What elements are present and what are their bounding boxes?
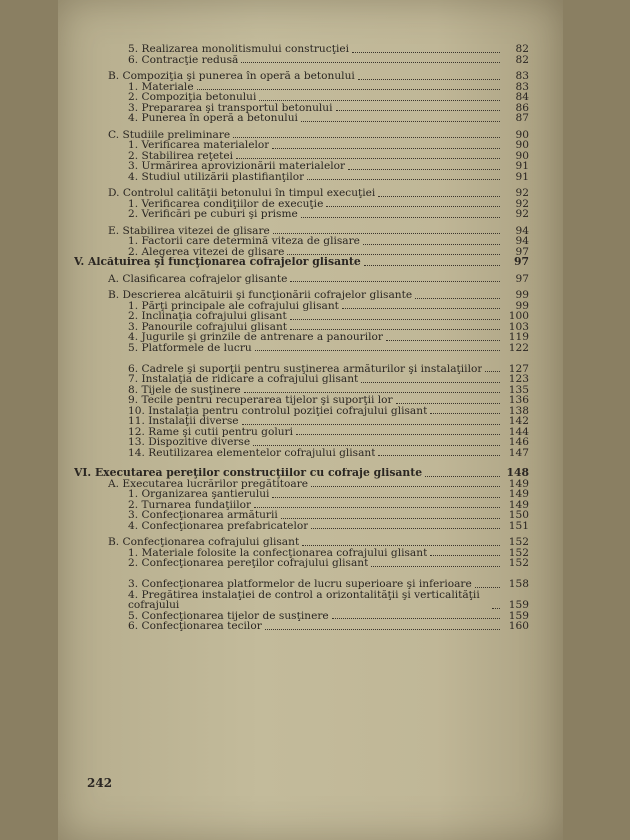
dot-leader: [273, 233, 500, 234]
toc-entry: [74, 521, 529, 532]
dot-leader: [281, 518, 500, 519]
toc-entry-page: 97: [515, 245, 529, 258]
toc-entry-title: 1. Materiale folosite la confecţionarea cofrajului glisant: [128, 547, 428, 558]
dot-leader: [290, 319, 500, 320]
dot-leader: [290, 329, 500, 330]
toc-entry: [74, 510, 529, 521]
dot-leader: [485, 371, 500, 372]
toc-entry: [74, 548, 529, 559]
toc-entry-title: 4. Studiul utilizării plastifianţilor: [128, 171, 305, 182]
toc-entry: [74, 385, 529, 396]
spacer: [74, 458, 529, 468]
toc-entry: [74, 590, 529, 611]
toc-entry-page: 136: [508, 394, 529, 406]
toc-entry-page: 90: [515, 139, 529, 151]
dot-leader: [361, 382, 500, 383]
toc-entry-page: 123: [508, 373, 529, 385]
toc-entry-title: 3. Panourile cofrajului glisant: [128, 321, 288, 332]
dot-leader: [348, 169, 500, 170]
toc-entry-title: A. Clasificarea cofrajelor glisante: [108, 273, 288, 284]
dot-leader: [236, 158, 500, 159]
toc-entry-page: 87: [515, 112, 529, 124]
toc-entry-page: 94: [515, 224, 529, 237]
toc-entry-page: 152: [508, 536, 529, 548]
toc-entry-title: 12. Rame şi cutii pentru goluri: [128, 426, 293, 437]
toc-entry-title: 1. Materiale: [128, 81, 194, 92]
toc-entry-page: 94: [515, 235, 529, 247]
toc-entry-title: 3. Prepararea şi transportul betonului: [128, 102, 333, 113]
toc-entry: [74, 558, 529, 569]
toc-entry-page: 83: [515, 70, 529, 82]
toc-entry: [74, 290, 529, 301]
toc-entry-title: 8. Tijele de susţinere: [128, 384, 241, 395]
page-number: 242: [87, 776, 113, 790]
dot-leader: [332, 618, 500, 619]
toc-entry-title: 1. Părţi principale ale cofrajului glisant: [128, 300, 339, 311]
toc-entry-page: 144: [508, 425, 529, 438]
toc-entry: [74, 416, 529, 427]
dot-leader: [475, 587, 500, 588]
toc-entry-title: 4. Pregătirea instalaţiei de control a orizontalităţii şi verticalităţii cofrajului: [128, 589, 480, 611]
toc-entry-title: V. Alcătuirea şi funcţionarea cofrajelor glisante: [74, 257, 361, 268]
toc-entry-title: 5. Confecţionarea tijelor de susţinere: [128, 610, 329, 621]
toc-entry-title: 2. Înclinaţia cofrajului glisant: [128, 311, 287, 322]
dot-leader: [253, 445, 500, 446]
dot-leader: [265, 629, 500, 630]
toc-entry: [74, 257, 529, 268]
toc-entry-page: 99: [515, 289, 529, 301]
dot-leader: [301, 217, 500, 218]
toc-entry-page: 82: [515, 53, 529, 66]
dot-leader: [296, 434, 500, 435]
dot-leader: [342, 308, 500, 309]
toc-entry-title: C. Studiile preliminare: [108, 129, 231, 140]
toc-entry: [74, 199, 529, 210]
toc-entry-page: 103: [508, 320, 529, 333]
dot-leader: [259, 100, 500, 101]
toc-entry: [74, 479, 529, 490]
dot-leader: [197, 89, 500, 90]
toc-entry-title: 11. Instalaţii diverse: [128, 416, 239, 427]
toc-entry-title: E. Stabilirea vitezei de glisare: [108, 225, 270, 236]
dot-leader: [430, 413, 500, 414]
toc-entry-page: 152: [508, 557, 529, 569]
toc-entry: [74, 468, 529, 479]
toc-entry-page: 86: [515, 101, 529, 114]
dot-leader: [386, 340, 500, 341]
toc-entry: [74, 427, 529, 438]
toc-entry-page: 82: [515, 43, 529, 55]
dot-leader: [415, 298, 500, 299]
toc-entry: [74, 274, 529, 285]
dot-leader: [287, 254, 500, 255]
toc-entry-title: 2. Verificări pe cuburi şi prisme: [128, 209, 298, 220]
toc-entry: [74, 301, 529, 312]
toc-entry-title: 1. Organizarea şantierului: [128, 489, 270, 500]
dot-leader: [233, 137, 500, 138]
toc-entry-title: 3. Confecţionarea armăturii: [128, 510, 278, 521]
toc-entry-title: 4. Jugurile şi grinzile de antrenare a panourilor: [128, 332, 383, 343]
toc-entry-title: 5. Platformele de lucru: [128, 342, 252, 353]
toc-entry-title: 10. Instalaţia pentru controlul poziţiei cofrajului glisant: [128, 405, 428, 416]
toc-entry: [74, 395, 529, 406]
dot-leader: [301, 121, 500, 122]
dot-leader: [326, 206, 500, 207]
toc-entry-title: 2. Alegerea vitezei de glisare: [128, 246, 285, 257]
toc-entry: [74, 71, 529, 82]
toc-entry-title: 14. Reutilizarea elementelor cofrajului glisant: [128, 447, 376, 458]
toc-entry-page: 100: [508, 310, 529, 322]
toc-entry-page: 83: [515, 80, 529, 93]
toc-entry: [74, 236, 529, 247]
toc-entry-title: 1. Factorii care determină viteza de glisare: [128, 236, 360, 247]
dot-leader: [492, 608, 500, 609]
toc-entry-title: 13. Dispozitive diverse: [128, 437, 251, 448]
dot-leader: [241, 62, 500, 63]
toc-entry-page: 149: [508, 498, 529, 511]
toc-entry: [74, 332, 529, 343]
dot-leader: [290, 281, 500, 282]
toc-entry: [74, 247, 529, 258]
toc-entry-page: 97: [515, 272, 529, 285]
dot-leader: [311, 528, 500, 529]
dot-leader: [358, 79, 500, 80]
dot-leader: [311, 486, 500, 487]
toc-entry-page: 135: [508, 383, 529, 396]
toc-entry: [74, 437, 529, 448]
toc-entry: [74, 311, 529, 322]
dot-leader: [242, 424, 500, 425]
dot-leader: [352, 52, 500, 53]
dot-leader: [396, 403, 500, 404]
toc-entry-page: 159: [508, 599, 529, 611]
dot-leader: [364, 265, 500, 266]
toc-entry: [74, 611, 529, 622]
dot-leader: [302, 545, 500, 546]
toc-entry: [74, 140, 529, 151]
toc-entry: [74, 151, 529, 162]
toc-entry-title: 2. Turnarea fundaţiilor: [128, 499, 252, 510]
toc-entry: [74, 343, 529, 354]
toc-entry: [74, 113, 529, 124]
toc-entry: [74, 209, 529, 220]
dot-leader: [254, 507, 500, 508]
toc-entry-title: D. Controlul calităţii betonului în timpul execuţiei: [108, 188, 376, 199]
toc-entry-page: 91: [515, 170, 529, 183]
toc-entry-title: A. Executarea lucrărilor pregătitoare: [108, 478, 309, 489]
toc-entry: [74, 44, 529, 55]
dot-leader: [378, 455, 500, 456]
toc-entry-title: 7. Instalaţia de ridicare a cofrajului glisant: [128, 374, 359, 385]
toc-entry: [74, 172, 529, 183]
toc-entry-page: 92: [515, 208, 529, 220]
toc-entry-title: 4. Confecţionarea prefabricatelor: [128, 520, 309, 531]
toc-entry: [74, 322, 529, 333]
toc-entry-page: 92: [515, 187, 529, 199]
dot-leader: [255, 350, 500, 351]
toc-entry-page: 152: [508, 546, 529, 559]
toc-entry: [74, 569, 529, 590]
table-of-contents: [74, 44, 529, 632]
dot-leader: [363, 244, 500, 245]
toc-entry: [74, 537, 529, 548]
toc-entry-page: 91: [515, 160, 529, 172]
toc-entry-page: 97: [513, 255, 529, 268]
toc-entry-title: 5. Realizarea monolitismului construcţiei: [128, 44, 349, 55]
toc-entry: [74, 161, 529, 172]
toc-entry: [74, 500, 529, 511]
toc-entry-page: 149: [508, 477, 529, 490]
toc-entry: [74, 130, 529, 141]
dot-leader: [272, 497, 500, 498]
toc-entry-title: 3. Confecţionarea platformelor de lucru superioare şi inferioare: [128, 579, 472, 590]
toc-entry-page: 159: [508, 609, 529, 622]
toc-entry: [74, 55, 529, 66]
toc-entry-title: 6. Cadrele şi suporţii pentru susţinerea armăturilor şi instalaţiilor: [128, 363, 483, 374]
toc-entry-page: 158: [508, 578, 529, 590]
toc-entry: [74, 188, 529, 199]
toc-entry-page: 119: [508, 331, 529, 343]
toc-entry-title: 2. Confecţionarea pereţilor cofrajului glisant: [128, 558, 369, 569]
toc-entry-page: 92: [515, 197, 529, 210]
toc-entry-title: B. Descrierea alcătuirii şi funcţionării cofrajelor glisante: [108, 290, 413, 301]
toc-entry-title: 2. Stabilirea reţetei: [128, 150, 234, 161]
toc-entry: [74, 448, 529, 459]
toc-entry: [74, 226, 529, 237]
toc-entry-page: 151: [508, 519, 529, 532]
toc-entry-page: 122: [508, 341, 529, 354]
dot-leader: [371, 566, 500, 567]
toc-entry: [74, 82, 529, 93]
dot-leader: [378, 196, 500, 197]
dot-leader: [336, 110, 500, 111]
toc-entry-page: 90: [515, 149, 529, 162]
toc-entry-title: VI. Executarea pereţilor construcţiilor cu cofraje glisante: [74, 468, 423, 479]
toc-entry: [74, 103, 529, 114]
toc-entry-title: 1. Verificarea materialelor: [128, 140, 270, 151]
toc-entry-page: 146: [508, 436, 529, 448]
toc-entry-page: 90: [515, 128, 529, 141]
toc-entry-title: 1. Verificarea condiţiilor de execuţie: [128, 198, 324, 209]
toc-entry-page: 150: [508, 509, 529, 521]
toc-entry-title: 3. Urmărirea aprovizionării materialelor: [128, 161, 346, 172]
toc-entry-page: 149: [508, 488, 529, 500]
toc-entry: [74, 621, 529, 632]
toc-entry-page: 160: [508, 620, 529, 632]
toc-entry: [74, 92, 529, 103]
toc-entry-page: 127: [508, 362, 529, 375]
toc-entry-page: 84: [515, 91, 529, 103]
toc-entry-page: 99: [515, 299, 529, 312]
dot-leader: [272, 148, 500, 149]
toc-entry-title: 6. Contracţie redusă: [128, 54, 239, 65]
toc-entry: [74, 374, 529, 385]
toc-entry-page: 138: [508, 404, 529, 417]
toc-entry-page: 142: [508, 415, 529, 427]
toc-entry-title: 4. Punerea în operă a betonului: [128, 113, 298, 124]
toc-entry-title: 6. Confecţionarea tecilor: [128, 621, 262, 632]
toc-entry: [74, 489, 529, 500]
toc-entry: [74, 406, 529, 417]
dot-leader: [430, 555, 500, 556]
toc-entry-title: B. Confecţionarea cofrajului glisant: [108, 537, 300, 548]
toc-entry-title: 9. Tecile pentru recuperarea tijelor şi suporţii lor: [128, 395, 393, 406]
toc-entry-page: 147: [508, 446, 529, 459]
dot-leader: [425, 476, 500, 477]
toc-entry-title: B. Compoziţia şi punerea în operă a betonului: [108, 71, 355, 82]
toc-entry-page: 148: [506, 466, 529, 479]
toc-entry-title: 2. Compoziţia betonului: [128, 92, 257, 103]
toc-entry: [74, 353, 529, 374]
dot-leader: [244, 392, 500, 393]
dot-leader: [307, 179, 500, 180]
